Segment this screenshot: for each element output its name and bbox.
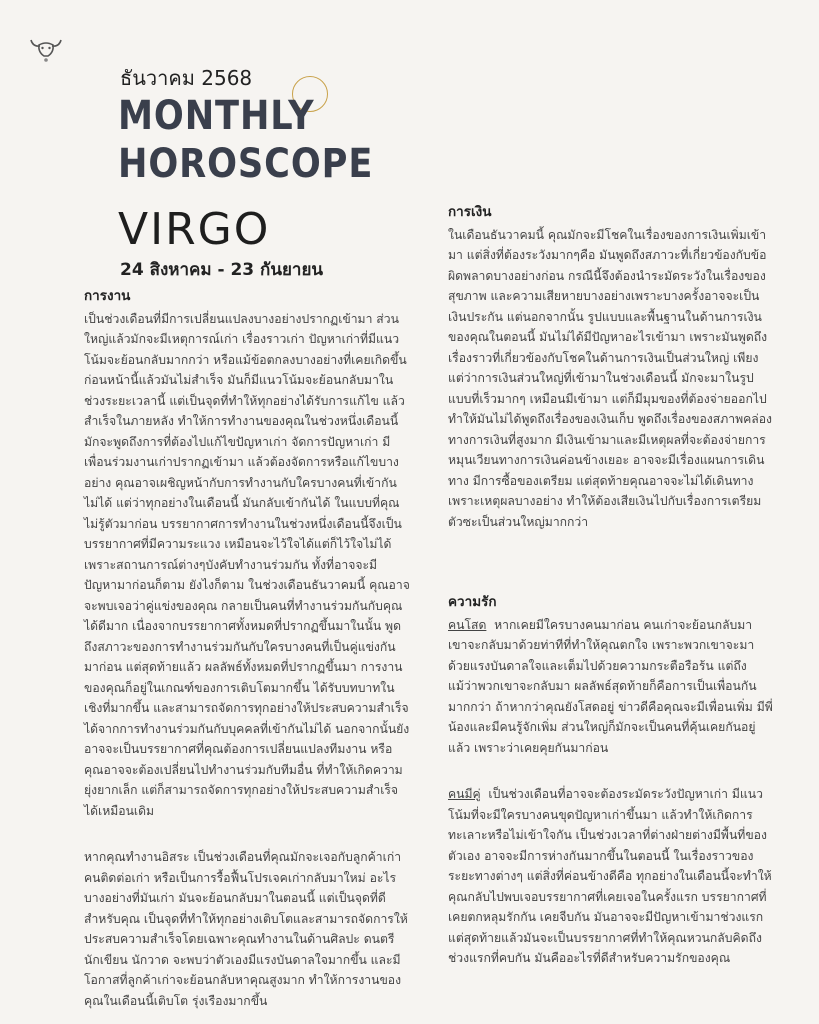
money-heading: การเงิน [448, 204, 492, 220]
love-single-paragraph [448, 615, 774, 759]
single-text: หากเคยมีใครบางคนมาก่อน คนเก่าจะย้อนกลับมา เขาจะกลับมาด้วยท่าทีที่ทำให้คุณตกใจ เพราะพวกเขาจะมาด้วยแรงบันดาลใจและเต็มไปด้วยความกระตือรือร้น แต่ถึงแม้ว่าพวกเขาจะกลับมา ผลลัพธ์สุดท้ายก็คือการเป็นเพื่อนกันมากกว่า ถ้าหากว่าคุณยังโสดอยู่ ข่าวดีคือคุณจะมีเพื่อนเพิ่ม มีพี่น้องและมีคนรู้จักเพิ่ม ส่วนใหญ่ก็มักจะเป็นคนที่คุ้นเคยกันอยู่แล้ว เพราะว่าเคยคุยกันมาก่อน [448, 617, 773, 755]
taken-label: คนมีคู่ [448, 787, 481, 801]
title-line-1: MONTHLY [118, 93, 315, 139]
zodiac-sign: VIRGO [118, 204, 271, 255]
title-line-2: HOROSCOPE [118, 141, 374, 187]
work-section [84, 286, 410, 1011]
money-section [448, 202, 774, 532]
month-label: ธันวาคม 2568 [120, 66, 253, 90]
love-heading: ความรัก [448, 594, 497, 610]
page-title [118, 92, 374, 188]
date-range: 24 สิงหาคม - 23 กันยายน [120, 260, 324, 280]
work-paragraph-2: หากคุณทำงานอิสระ เป็นช่วงเดือนที่คุณมักจะเจอกับลูกค้าเก่า คนติดต่อเก่า หรือเป็นการรื้อฟื้นโปรเจคเก่ากลับมาใหม่ อะไรบางอย่างที่มันเก่า มันจะย้อนกลับมาในตอนนี้ แต่เป็นจุดที่ดีสำหรับคุณ เป็นจุดที่ทำให้ทุกอย่างเติบโตและสามารถจัดการให้ประสบความสำเร็จโดยเฉพาะคุณทำงานในด้านศิลปะ ดนตรี นักเขียน นักวาด จะพบว่าตัวเองมีแรงบันดาลใจมากขึ้น และมีโอกาสที่ลูกค้าเก่าจะย้อนกลับหาคุณสูงมาก ทำให้การงานของคุณในเดือนนี้เติบโต รุ่งเรืองมากขึ้น [84, 850, 408, 1008]
single-label: คนโสด [448, 617, 487, 632]
money-paragraph: ในเดือนธันวาคมนี้ คุณมักจะมีโชคในเรื่องของการเงินเพิ่มเข้ามา แต่สิ่งที่ต้องระวังมากๆคือ มันพูดถึงสภาวะที่เกี่ยวข้องกับข้อผิดพลาดบางอย่างก่อน กรณีนี้จึงต้องนำระมัดระวังในเรื่องของสุขภาพ และความเสียหายบางอย่างเพราะบางครั้งอาจจะเป็นเงินประกัน แต่นอกจากนั้น รูปแบบและพื้นฐานในด้านการเงินของคุณในตอนนี้ มันไม่ได้มีปัญหาอะไรเข้ามา เพราะมันพูดถึงเรื่องราวที่เกี่ยวข้องกับโชคในด้านการเงินเป็นส่วนใหญ่ เพียงแต่ว่าการเงินส่วนใหญ่ที่เข้ามาในช่วงเดือนนี้ มักจะมาในรูปแบบที่เร็วมากๆ เหมือนมีเข้ามา แต่ก็มีมุมของที่ต้องจ่ายออกไป ทำให้มันไม่ได้พูดถึงเรื่องของเงินเก็บ พูดถึงเรื่องของสภาพคล่องทางการเงินที่สูงมาก มีเงินเข้ามาและมีเหตุผลที่จะต้องจ่ายการหมุนเวียนทางการเงินค่อนข้างเยอะ อาจจะมีเรื่องแผนการเดินทาง มีการซื้อของเตรียม แต่สุดท้ายคุณอาจจะไม่ได้เดินทาง เพราะเหตุผลบางอย่าง ทำให้ต้องเสียเงินไปกับเรื่องการเตรียมตัวซะเป็นส่วนใหญ่มากกว่า [448, 227, 773, 529]
work-heading: การงาน [84, 288, 131, 304]
work-paragraph-1: เป็นช่วงเดือนที่มีการเปลี่ยนแปลงบางอย่างปรากฏเข้ามา ส่วนใหญ่แล้วมักจะมีเหตุการณ์เก่า เรื่องราวเก่า ปัญหาเก่าที่มีแนวโน้มจะย้อนกลับมากกว่า หรือแม้ข้อตกลงบางอย่างที่เคยเกิดขึ้นก่อนหน้านี้แล้วมันไม่สำเร็จ มันก็มีแนวโน้มจะย้อนกลับมาในช่วงระยะเวลานี้ แต่เป็นจุดที่ทำให้ทุกอย่างได้รับการแก้ไข แล้วสำเร็จในภายหลัง ทำให้การทำงานของคุณในช่วงหนึ่งเดือนนี้ มักจะพูดถึงการที่ต้องไปแก้ไขปัญหาเก่า จัดการปัญหาเก่า มีเพื่อนร่วมงานเก่าปรากฏเข้ามา แล้วต้องจัดการหรือแก้ไขบางอย่าง คุณอาจเผชิญหน้ากับการทำงานกับใครบางคนที่เข้ากันไม่ได้ แต่ว่าทุกอย่างในเดือนนี้ มันกลับเข้ากันได้ ในแบบที่คุณไม่รู้ตัวมาก่อน บรรยากาศการทำงานในช่วงหนึ่งเดือนนี้จึงเป็นบรรยากาศที่มีความระแวง เหมือนจะไว้ใจได้แต่ก็ไว้ใจไม่ได้ เพราะสถานการณ์ต่างๆบังคับทำงานร่วมกัน ทั้งที่อาจจะมีปัญหามาก่อนก็ตาม ยังไงก็ตาม ในช่วงเดือนธันวาคมนี้ คุณอาจจะพบเจอว่าคู่แข่งของคุณ กลายเป็นคนที่ทำงานร่วมกันกับคุณได้ดีมาก เนื่องจากบรรยากาศทั้งหมดที่ปรากฏขึ้นมาในนั้น พูดถึงสภาวะของการทำงานร่วมกันกับใครบางคนที่เป็นคู่แข่งกันมาก่อน แต่สุดท้ายแล้ว ผลลัพธ์ทั้งหมดที่ปรากฏขึ้นมา การงานของคุณก็อยู่ในเกณฑ์ของการเติบโตมากขึ้น ได้รับบทบาทในเชิงที่มากขึ้น และสามารถจัดการทุกอย่างให้ประสบความสำเร็จได้จากการทำงานร่วมกันกับบุคคลที่เข้ากันไม่ได้ นอกจากนั้นยังอาจจะเป็นบรรยากาศที่คุณต้องการเปลี่ยนแปลงทีมงาน หรือคุณอาจจะต้องเปลี่ยนไปทำงานร่วมกับทีมอื่น ที่ทำให้เกิดความยุ่งยากเล็ก แต่ก็สามารถจัดการทุกอย่างให้ประสบความสำเร็จได้เหมือนเดิม [84, 311, 410, 818]
bull-head-icon [28, 34, 64, 64]
love-taken-paragraph [448, 784, 774, 969]
taken-text: เป็นช่วงเดือนที่อาจจะต้องระมัดระวังปัญหาเก่า มีแนวโน้มที่จะมีใครบางคนขุดปัญหาเก่าขึ้นมา แล้วทำให้เกิดการทะเลาะหรือไม่เข้าใจกัน เป็นช่วงเวลาที่ต่างฝ่ายต่างมีพื้นที่ของตัวเอง อาจจะมีการห่างกันมากขึ้นในตอนนี้ ในเรื่องราวของระยะทางต่างๆ แต่สิ่งที่ค่อนข้างดีคือ ทุกอย่างในเดือนนี้จะทำให้คุณกลับไปพบเจอบรรยากาศที่เคยเจอในครั้งแรก บรรยากาศที่เคยตกหลุมรักกัน เคยจีบกัน มันอาจจะมีปัญหาเข้ามาช่วงแรก แต่สุดท้ายแล้วมันจะเป็นบรรยากาศที่ทำให้คุณหวนกลับคิดถึงช่วงแรกที่คบกัน มันคืออะไรที่ดีสำหรับความรักของคุณ [448, 787, 772, 965]
love-section [448, 592, 774, 969]
